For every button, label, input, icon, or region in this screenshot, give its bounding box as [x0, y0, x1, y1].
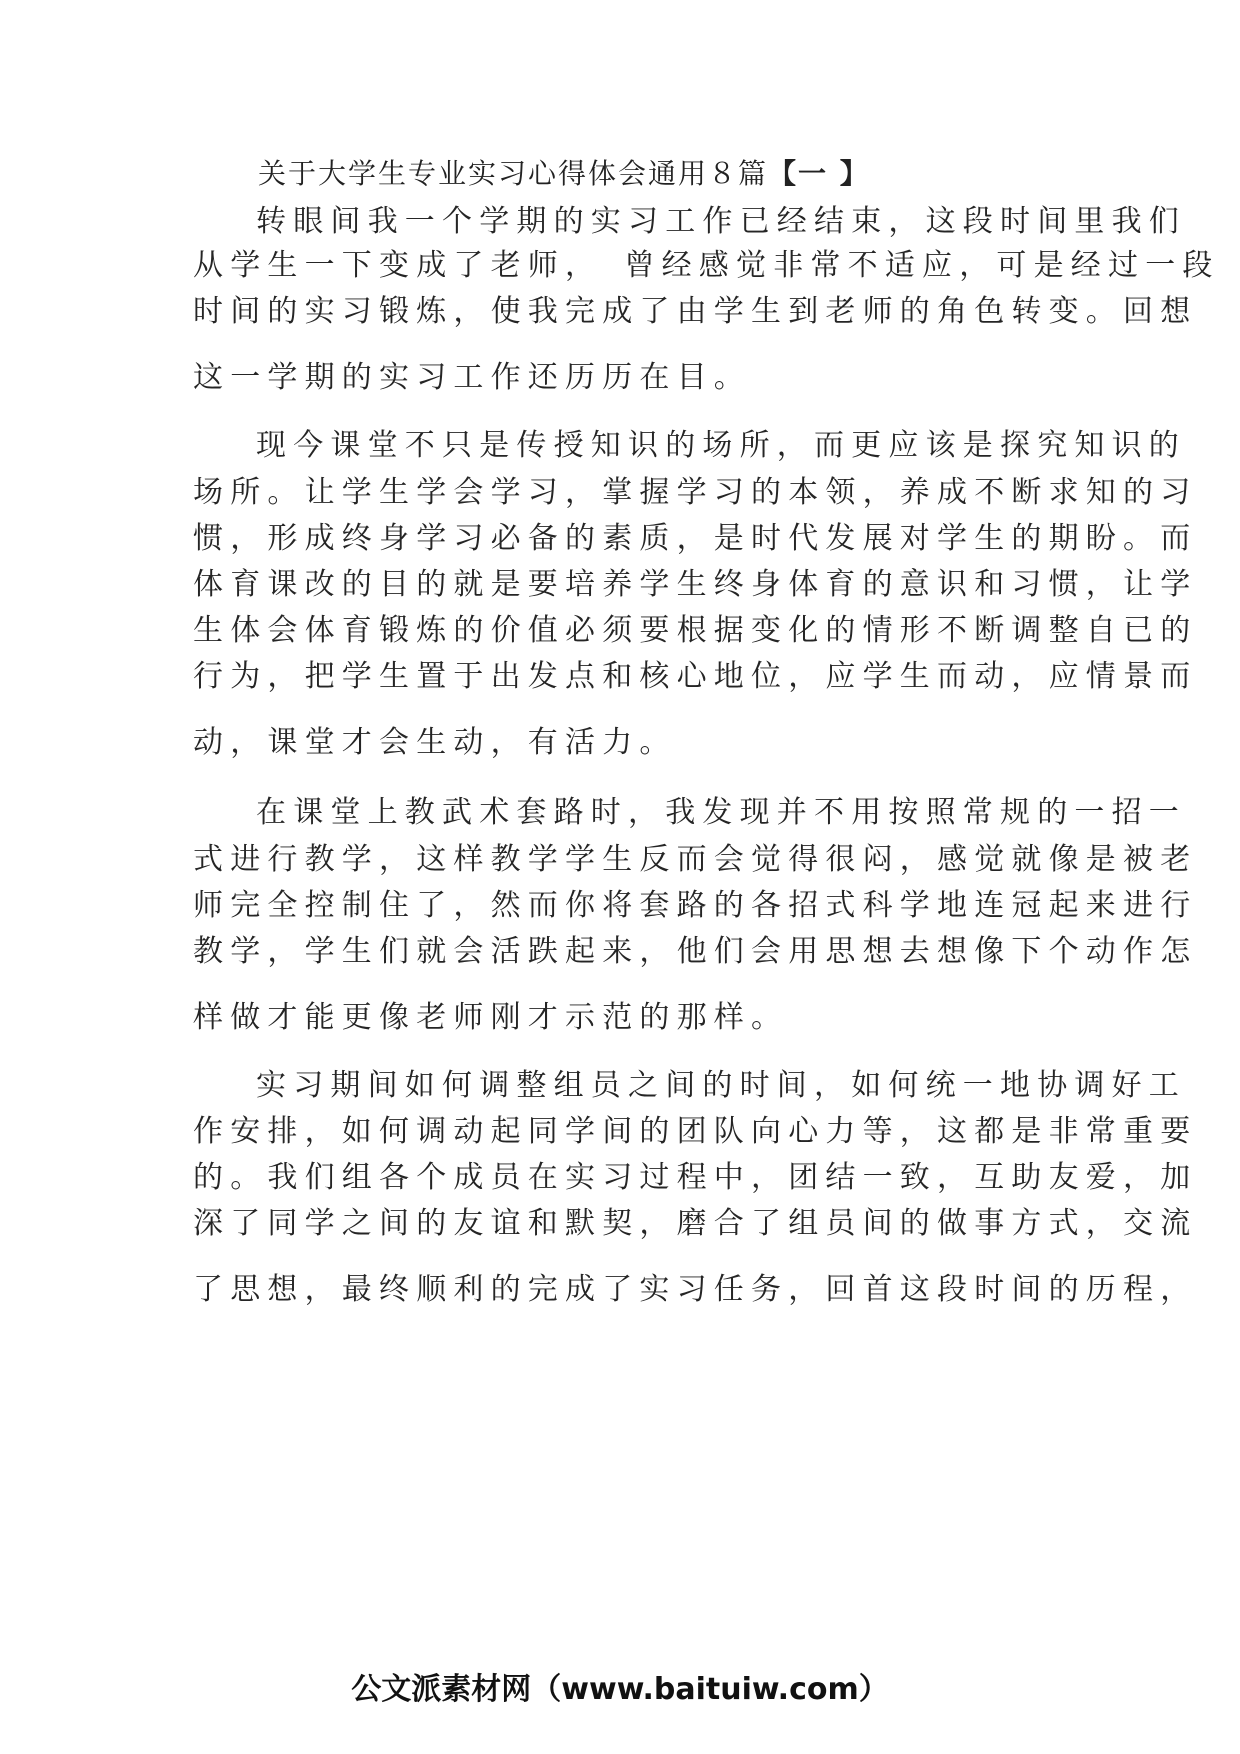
paragraph-2-line-3: 惯，形成终身学习必备的素质，是时代发展对学生的期盼。而: [193, 521, 1198, 556]
paragraph-3-line-2: 式进行教学，这样教学学生反而会觉得很闷，感觉就像是被老: [193, 842, 1198, 877]
paragraph-2-line-1: 现今课堂不只是传授知识的场所，而更应该是探究知识的: [256, 428, 1186, 463]
paragraph-1-line-4: 这一学期的实习工作还历历在目。: [193, 360, 751, 395]
paragraph-2-line-5: 生体会体育锻炼的价值必须要根据变化的情形不断调整自已的: [193, 613, 1198, 648]
paragraph-4-line-1: 实习期间如何调整组员之间的时间，如何统一地协调好工: [256, 1068, 1186, 1103]
title-text: 关于大学生专业实习心得体会通用８篇: [258, 157, 769, 190]
paragraph-2-line-7: 动，课堂才会生动，有活力。: [193, 725, 677, 760]
paragraph-4-line-3: 的。我们组各个成员在实习过程中，团结一致，互助友爱，加: [193, 1160, 1198, 1195]
paragraph-2-line-6: 行为，把学生置于出发点和核心地位，应学生而动，应情景而: [193, 659, 1198, 694]
paragraph-4-line-4: 深了同学之间的友谊和默契，磨合了组员间的做事方式，交流: [193, 1206, 1198, 1241]
paragraph-2-line-2: 场所。让学生学会学习，掌握学习的本领，养成不断求知的习: [193, 475, 1198, 510]
footer-site-link[interactable]: 公文派素材网（www.baituiw.com）: [351, 1672, 889, 1707]
paragraph-4-line-5: 了思想，最终顺利的完成了实习任务，回首这段时间的历程，: [193, 1272, 1198, 1307]
paragraph-4-line-2: 作安排，如何调动起同学间的团队向心力等，这都是非常重要: [193, 1114, 1198, 1149]
paragraph-3-line-3: 师完全控制住了，然而你将套路的各招式科学地连冠起来进行: [193, 888, 1198, 923]
paragraph-3-line-4: 教学，学生们就会活跌起来，他们会用思想去想像下个动作怎: [193, 934, 1198, 969]
paragraph-1-line-2: 从学生一下变成了老师， 曾经感觉非常不适应，可是经过一段: [193, 248, 1220, 283]
paragraph-3-line-5: 样做才能更像老师刚才示范的那样。: [193, 1000, 789, 1035]
document-title: [258, 152, 870, 192]
paragraph-1-line-3: 时间的实习锻炼，使我完成了由学生到老师的角色转变。回想: [193, 294, 1198, 329]
title-section-marker: 【一 】: [768, 157, 870, 190]
paragraph-2-line-4: 体育课改的目的就是要培养学生终身体育的意识和习惯，让学: [193, 567, 1198, 602]
paragraph-3-line-1: 在课堂上教武术套路时，我发现并不用按照常规的一招一: [256, 795, 1186, 830]
paragraph-1-line-1: 转眼间我一个学期的实习工作已经结束，这段时间里我们: [256, 204, 1186, 239]
